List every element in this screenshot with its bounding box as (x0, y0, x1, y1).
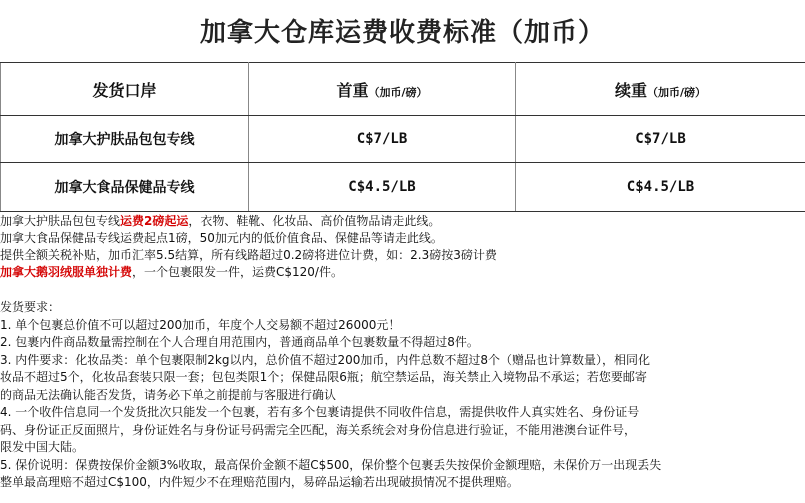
note-line: 提供全额关税补贴，加币汇率5.5结算，所有线路超过0.2磅将进位计费，如：2.3磅按3磅计费 (0, 248, 497, 262)
requirements-heading: 发货要求： (0, 300, 61, 314)
continued-weight-price: C$7/LB (516, 116, 805, 163)
route-notes (0, 213, 805, 281)
note-highlight: 运费2磅起运 (120, 214, 189, 228)
requirement-line: 4. 一个收件信息同一个发货批次只能发一个包裹，若有多个包裹请提供不同收件信息，需提供收件人真实姓名、身份证号 (0, 405, 640, 419)
header-cont-label: 续重 (614, 80, 647, 100)
requirement-line: 2. 包裹内件商品数量需控制在个人合理自用范围内，普通商品单个包裹数量不得超过8件。 (0, 335, 479, 349)
note-line (0, 213, 805, 230)
note-highlight: 加拿大鹅羽绒服单独计费 (0, 265, 133, 279)
requirement-line: 5. 保价说明：保费按保价金额3%收取，最高保价金额不超C$500，保价整个包裹丢失按保价金额理赔，未保价万一出现丢失 (0, 457, 662, 472)
shipping-requirements (0, 299, 805, 492)
route-cell: 加拿大食品保健品专线 (1, 163, 249, 212)
requirement-line: 妆品不超过5个，化妆品套装只限一套；包包类限1个；保健品限6瓶；航空禁运品，海关禁止入境物品不承运；若您要邮寄 (0, 370, 647, 384)
requirement-line: 1. 单个包裹总价值不可以超过200加币，年度个人交易额不超过26000元！ (0, 317, 401, 332)
header-first-label: 首重 (336, 80, 369, 100)
continued-weight-price: C$4.5/LB (516, 163, 805, 212)
header-route (1, 63, 249, 116)
header-cont-unit: （加币/磅） (646, 85, 707, 99)
note-text: ，衣物、鞋靴、化妆品、高价值物品请走此线。 (188, 214, 441, 228)
table-row (1, 116, 805, 163)
header-route-label: 发货口岸 (92, 80, 157, 100)
note-line (0, 264, 805, 281)
shipping-rate-table (0, 62, 805, 212)
first-weight-price: C$4.5/LB (249, 163, 516, 212)
header-first-weight (249, 63, 516, 116)
requirement-line: 限发中国大陆。 (0, 440, 85, 454)
table-row (1, 163, 805, 212)
note-text: 加拿大护肤品包包专线 (0, 214, 121, 228)
header-continued-weight (516, 63, 805, 116)
page-title: 加拿大仓库运费收费标准（加币） (199, 18, 605, 48)
requirement-line: 的商品无法确认能否发货，请务必下单之前提前与客服进行确认 (0, 387, 337, 402)
requirement-line: 码、身份证正反面照片，身份证姓名与身份证号码需完全匹配，海关系统会对身份信息进行验证，不能用港澳台证件号， (0, 422, 637, 437)
header-first-unit: （加币/磅） (368, 85, 428, 99)
requirement-line: 整单最高理赔不超过C$100，内件短少不在理赔范围内，易碎品运输若出现破损情况不提供理赔。 (0, 475, 519, 489)
note-line: 加拿大食品保健品专线运费起点1磅，50加元内的低价值食品、保健品等请走此线。 (0, 231, 443, 245)
route-cell: 加拿大护肤品包包专线 (1, 116, 249, 163)
first-weight-price: C$7/LB (249, 116, 516, 163)
requirement-line: 3. 内件要求：化妆品类：单个包裹限制2kg以内，总价值不超过200加币，内件总数不超过8个（赠品也计算数量），相同化 (0, 352, 651, 367)
note-text: ，一个包裹限发一件，运费C$120/件。 (132, 265, 343, 279)
